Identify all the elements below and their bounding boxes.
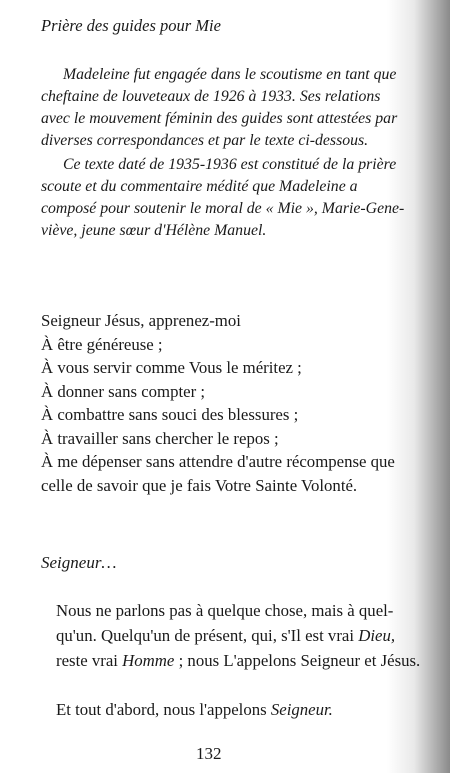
commentary-paragraph xyxy=(56,598,420,673)
prayer-line: À travailler sans chercher le repos ; xyxy=(41,428,279,448)
page-number: 132 xyxy=(196,744,222,763)
text-span: Et tout d'abord, nous l'appelons xyxy=(56,700,271,719)
text-line: diverses correspondances et par le texte ci-dessous. xyxy=(41,132,369,149)
prayer-line: À me dépenser sans attendre d'autre récompense que xyxy=(41,452,395,471)
intro-paragraph-1 xyxy=(41,64,426,152)
emphasis-seigneur: Seigneur. xyxy=(270,700,333,719)
text-line: avec le mouvement féminin des guides sont attestées par xyxy=(41,110,398,127)
text-line: cheftaine de louveteaux de 1926 à 1933. Ses relations xyxy=(41,88,381,105)
text-line: Madeleine fut engagée dans le scoutisme en tant que xyxy=(63,66,397,83)
text-line: viève, jeune sœur d'Hélène Manuel. xyxy=(41,222,267,239)
text-line: composé pour soutenir le moral de « Mie », Marie-Gene- xyxy=(41,200,405,217)
text-line xyxy=(56,623,420,648)
text-line: Nous ne parlons pas à quelque chose, mais à quel- xyxy=(56,601,394,620)
prayer-line: celle de savoir que je fais Votre Sainte Volonté. xyxy=(41,475,358,495)
prayer-line: À combattre sans souci des blessures ; xyxy=(41,405,299,424)
prayer-line: À donner sans compter ; xyxy=(41,381,206,401)
prayer-line: À vous servir comme Vous le méritez ; xyxy=(41,358,302,377)
text-span: reste vrai xyxy=(56,651,123,670)
text-line: scoute et du commentaire médité que Madeleine a xyxy=(41,178,358,195)
text-span: ; nous L'appelons Seigneur et Jésus. xyxy=(174,651,421,670)
section-heading: Prière des guides pour Mie xyxy=(41,16,221,35)
emphasis-dieu: Dieu, xyxy=(358,626,396,645)
section-title: Seigneur… xyxy=(41,553,117,572)
text-line: Ce texte daté de 1935-1936 est constitué de la prière xyxy=(63,156,397,173)
prayer-text xyxy=(41,309,395,497)
closing-paragraph xyxy=(56,699,333,721)
emphasis-homme: Homme xyxy=(122,651,175,670)
prayer-line: Seigneur Jésus, apprenez-moi xyxy=(41,311,241,330)
text-span: qu'un. Quelqu'un de présent, qui, s'Il est vrai xyxy=(56,626,359,645)
intro-paragraph-2 xyxy=(41,154,426,242)
text-line xyxy=(56,648,420,673)
prayer-line: À être généreuse ; xyxy=(41,334,163,354)
